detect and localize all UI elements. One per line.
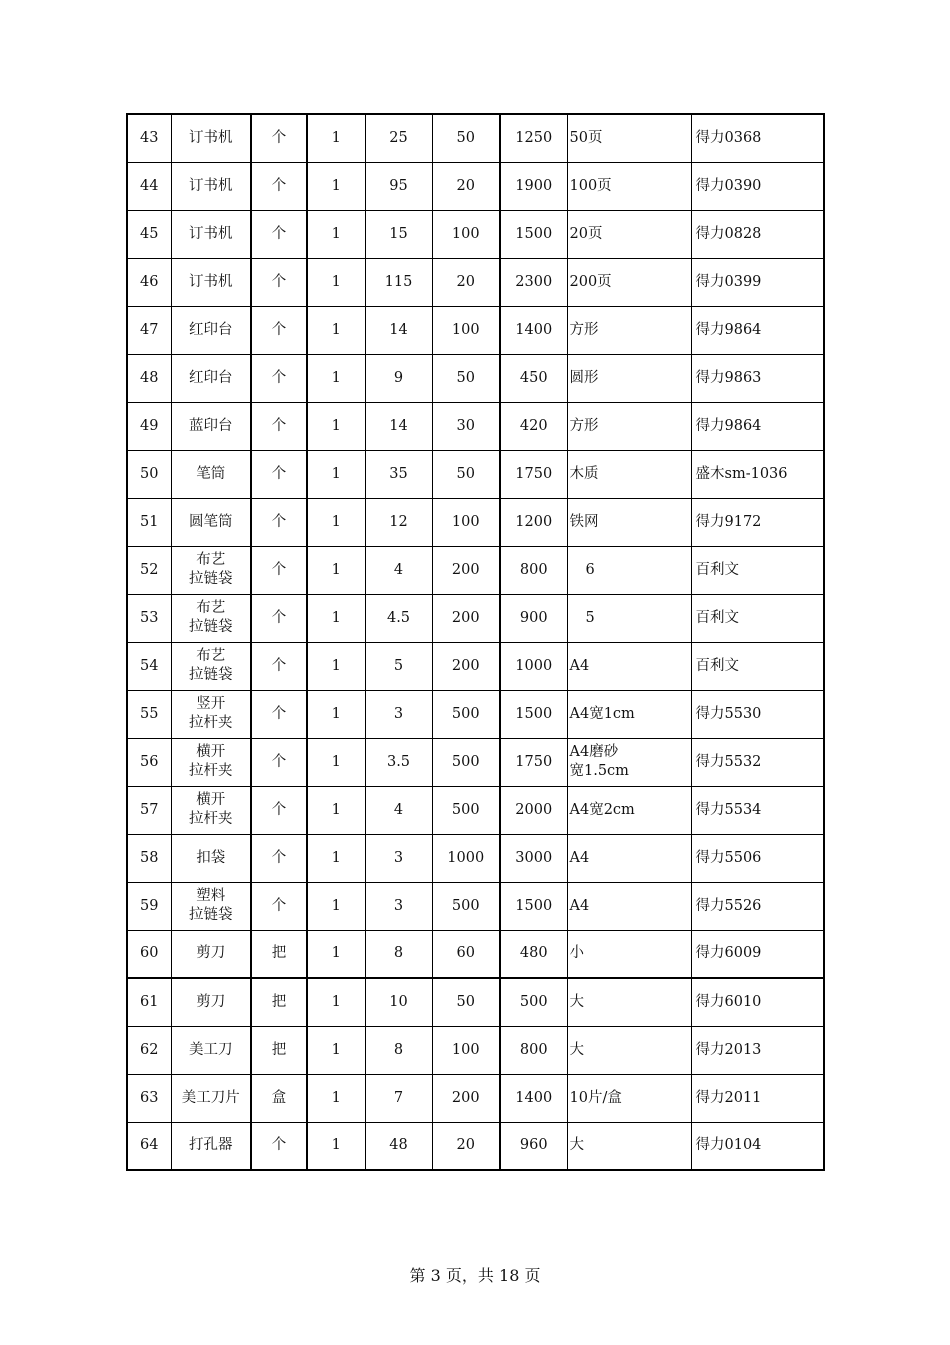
total-cell: 420 — [500, 402, 567, 450]
item-name-cell — [171, 306, 251, 354]
item-name-cell — [171, 498, 251, 546]
brand-cell: 得力0390 — [691, 162, 824, 210]
spec-line: 方形 — [569, 321, 599, 338]
spec-cell — [567, 882, 691, 930]
row-number-cell: 62 — [127, 1026, 171, 1074]
spec-cell — [567, 1026, 691, 1074]
quantity-cell: 1 — [307, 546, 365, 594]
item-name-cell — [171, 594, 251, 642]
quantity-cell: 1 — [307, 498, 365, 546]
total-cell: 2000 — [500, 786, 567, 834]
brand-cell: 得力2011 — [691, 1074, 824, 1122]
quantity-cell: 1 — [307, 306, 365, 354]
table-row — [127, 498, 824, 546]
unit-cell: 个 — [251, 1122, 307, 1170]
item-name-cell — [171, 210, 251, 258]
count-cell: 20 — [432, 258, 500, 306]
quantity-cell: 1 — [307, 210, 365, 258]
unit-price-cell: 10 — [365, 978, 432, 1026]
item-name-cell — [171, 690, 251, 738]
item-name-line: 打孔器 — [189, 1137, 233, 1154]
item-name-line: 横开 — [196, 744, 226, 760]
total-cell: 1500 — [500, 882, 567, 930]
quantity-cell: 1 — [307, 450, 365, 498]
table-row — [127, 594, 824, 642]
brand-cell: 得力0104 — [691, 1122, 824, 1170]
item-name-cell — [171, 786, 251, 834]
count-cell: 100 — [432, 1026, 500, 1074]
item-name-cell — [171, 114, 251, 162]
quantity-cell: 1 — [307, 258, 365, 306]
spec-line: 100页 — [569, 177, 612, 194]
item-name-cell — [171, 1074, 251, 1122]
quantity-cell: 1 — [307, 402, 365, 450]
total-cell: 3000 — [500, 834, 567, 882]
table-row — [127, 162, 824, 210]
spec-cell — [567, 738, 691, 786]
unit-price-cell: 14 — [365, 402, 432, 450]
table-row — [127, 738, 824, 786]
quantity-cell: 1 — [307, 594, 365, 642]
brand-cell: 得力0399 — [691, 258, 824, 306]
spec-line: 大 — [569, 993, 584, 1010]
unit-price-cell: 3.5 — [365, 738, 432, 786]
item-name-line: 红印台 — [189, 369, 233, 386]
total-cell: 800 — [500, 1026, 567, 1074]
unit-cell: 个 — [251, 834, 307, 882]
item-name-cell — [171, 642, 251, 690]
unit-cell: 把 — [251, 930, 307, 978]
total-cell: 1250 — [500, 114, 567, 162]
footer-total-pages: 18 — [499, 1266, 520, 1285]
table-row — [127, 114, 824, 162]
spec-line: 木质 — [569, 465, 599, 482]
item-name-cell — [171, 930, 251, 978]
brand-cell: 得力6009 — [691, 930, 824, 978]
spec-line: 大 — [569, 1137, 584, 1154]
item-name-line: 订书机 — [189, 225, 233, 242]
spec-cell — [567, 786, 691, 834]
quantity-cell: 1 — [307, 1074, 365, 1122]
item-name-line: 美工刀片 — [181, 1089, 240, 1106]
row-number-cell: 51 — [127, 498, 171, 546]
row-number-cell: 49 — [127, 402, 171, 450]
count-cell: 200 — [432, 546, 500, 594]
unit-price-cell: 35 — [365, 450, 432, 498]
unit-price-cell: 8 — [365, 930, 432, 978]
count-cell: 20 — [432, 1122, 500, 1170]
row-number-cell: 63 — [127, 1074, 171, 1122]
unit-cell: 个 — [251, 354, 307, 402]
spec-line: 6 — [585, 561, 595, 578]
spec-line: 圆形 — [569, 369, 599, 386]
row-number-cell: 45 — [127, 210, 171, 258]
total-cell: 1500 — [500, 210, 567, 258]
spec-line: 50页 — [569, 129, 603, 146]
spec-cell — [567, 162, 691, 210]
spec-cell — [567, 594, 691, 642]
item-name-line: 拉杆夹 — [189, 715, 233, 731]
total-cell: 900 — [500, 594, 567, 642]
item-name-line: 塑料 — [196, 888, 226, 904]
brand-cell: 得力5534 — [691, 786, 824, 834]
unit-cell: 个 — [251, 114, 307, 162]
unit-cell: 个 — [251, 306, 307, 354]
spec-line: A4宽1cm — [569, 705, 635, 722]
count-cell: 500 — [432, 738, 500, 786]
unit-price-cell: 4 — [365, 546, 432, 594]
unit-price-cell: 95 — [365, 162, 432, 210]
item-name-line: 横开 — [196, 792, 226, 808]
unit-price-cell: 14 — [365, 306, 432, 354]
unit-cell: 个 — [251, 738, 307, 786]
unit-cell: 个 — [251, 258, 307, 306]
total-cell: 1200 — [500, 498, 567, 546]
table-row — [127, 834, 824, 882]
quantity-cell: 1 — [307, 1122, 365, 1170]
unit-price-cell: 48 — [365, 1122, 432, 1170]
item-name-cell — [171, 546, 251, 594]
count-cell: 50 — [432, 354, 500, 402]
unit-cell: 个 — [251, 402, 307, 450]
table-row — [127, 354, 824, 402]
item-name-line: 笔筒 — [196, 465, 226, 482]
spec-cell — [567, 450, 691, 498]
row-number-cell: 48 — [127, 354, 171, 402]
total-cell: 1750 — [500, 738, 567, 786]
spec-line: A4 — [569, 849, 590, 866]
quantity-cell: 1 — [307, 786, 365, 834]
spec-cell — [567, 930, 691, 978]
brand-cell: 百利文 — [691, 642, 824, 690]
unit-price-cell: 25 — [365, 114, 432, 162]
brand-cell: 得力0368 — [691, 114, 824, 162]
footer-suffix: 页 — [524, 1266, 541, 1285]
count-cell: 500 — [432, 690, 500, 738]
unit-cell: 把 — [251, 1026, 307, 1074]
brand-cell: 百利文 — [691, 546, 824, 594]
brand-cell: 得力9863 — [691, 354, 824, 402]
unit-cell: 个 — [251, 546, 307, 594]
item-name-cell — [171, 354, 251, 402]
unit-cell: 个 — [251, 642, 307, 690]
spec-cell — [567, 306, 691, 354]
unit-cell: 个 — [251, 498, 307, 546]
row-number-cell: 61 — [127, 978, 171, 1026]
count-cell: 500 — [432, 882, 500, 930]
spec-line: 大 — [569, 1041, 584, 1058]
table-row — [127, 546, 824, 594]
spec-line: 宽1.5cm — [569, 763, 629, 779]
footer-page-number: 3 — [430, 1266, 441, 1285]
item-name-cell — [171, 402, 251, 450]
item-name-cell — [171, 162, 251, 210]
count-cell: 200 — [432, 594, 500, 642]
brand-cell: 得力5526 — [691, 882, 824, 930]
unit-cell: 个 — [251, 882, 307, 930]
count-cell: 200 — [432, 1074, 500, 1122]
table-row — [127, 210, 824, 258]
item-name-line: 拉杆夹 — [189, 811, 233, 827]
row-number-cell: 47 — [127, 306, 171, 354]
table-row — [127, 306, 824, 354]
row-number-cell: 64 — [127, 1122, 171, 1170]
quantity-cell: 1 — [307, 882, 365, 930]
spec-cell — [567, 1122, 691, 1170]
item-name-line: 拉链袋 — [189, 619, 233, 635]
table-row — [127, 450, 824, 498]
brand-cell: 得力5506 — [691, 834, 824, 882]
table-row — [127, 690, 824, 738]
brand-cell: 百利文 — [691, 594, 824, 642]
table-row — [127, 882, 824, 930]
item-name-line: 红印台 — [189, 321, 233, 338]
unit-cell: 个 — [251, 450, 307, 498]
unit-price-cell: 8 — [365, 1026, 432, 1074]
count-cell: 50 — [432, 114, 500, 162]
spec-line: A4磨砂 — [569, 744, 619, 760]
row-number-cell: 53 — [127, 594, 171, 642]
spec-cell — [567, 210, 691, 258]
spec-cell — [567, 498, 691, 546]
total-cell: 2300 — [500, 258, 567, 306]
total-cell: 1500 — [500, 690, 567, 738]
count-cell: 50 — [432, 978, 500, 1026]
total-cell: 1400 — [500, 306, 567, 354]
unit-cell: 个 — [251, 210, 307, 258]
unit-price-cell: 3 — [365, 834, 432, 882]
item-name-line: 美工刀 — [189, 1041, 233, 1058]
unit-price-cell: 4.5 — [365, 594, 432, 642]
unit-cell: 个 — [251, 690, 307, 738]
spec-cell — [567, 546, 691, 594]
item-name-line: 圆笔筒 — [189, 513, 233, 530]
item-name-cell — [171, 738, 251, 786]
quantity-cell: 1 — [307, 354, 365, 402]
table-row — [127, 786, 824, 834]
unit-price-cell: 7 — [365, 1074, 432, 1122]
table-row — [127, 1026, 824, 1074]
unit-price-cell: 3 — [365, 690, 432, 738]
count-cell: 50 — [432, 450, 500, 498]
unit-cell: 把 — [251, 978, 307, 1026]
count-cell: 200 — [432, 642, 500, 690]
item-name-line: 订书机 — [189, 129, 233, 146]
item-name-line: 拉链袋 — [189, 667, 233, 683]
item-name-line: 订书机 — [189, 177, 233, 194]
item-name-line: 剪刀 — [196, 993, 226, 1010]
total-cell: 500 — [500, 978, 567, 1026]
count-cell: 30 — [432, 402, 500, 450]
total-cell: 450 — [500, 354, 567, 402]
count-cell: 1000 — [432, 834, 500, 882]
item-name-line: 蓝印台 — [189, 417, 233, 434]
row-number-cell: 59 — [127, 882, 171, 930]
total-cell: 1750 — [500, 450, 567, 498]
row-number-cell: 57 — [127, 786, 171, 834]
row-number-cell: 58 — [127, 834, 171, 882]
brand-cell: 得力0828 — [691, 210, 824, 258]
row-number-cell: 54 — [127, 642, 171, 690]
spec-line: 20页 — [569, 225, 603, 242]
item-name-line: 拉杆夹 — [189, 763, 233, 779]
count-cell: 20 — [432, 162, 500, 210]
quantity-cell: 1 — [307, 930, 365, 978]
spec-cell — [567, 978, 691, 1026]
unit-price-cell: 12 — [365, 498, 432, 546]
brand-cell: 得力5530 — [691, 690, 824, 738]
total-cell: 800 — [500, 546, 567, 594]
table-row — [127, 930, 824, 978]
total-cell: 960 — [500, 1122, 567, 1170]
row-number-cell: 46 — [127, 258, 171, 306]
item-name-line: 拉链袋 — [189, 571, 233, 587]
spec-line: 铁网 — [569, 513, 599, 530]
footer-middle: 页，共 — [445, 1266, 494, 1285]
brand-cell: 得力9864 — [691, 402, 824, 450]
spec-line: 200页 — [569, 273, 612, 290]
spec-line: 10片/盒 — [569, 1089, 622, 1106]
brand-cell: 盛木sm-1036 — [691, 450, 824, 498]
item-name-cell — [171, 978, 251, 1026]
unit-price-cell: 115 — [365, 258, 432, 306]
table-row — [127, 1074, 824, 1122]
quantity-cell: 1 — [307, 1026, 365, 1074]
item-name-cell — [171, 882, 251, 930]
quantity-cell: 1 — [307, 738, 365, 786]
row-number-cell: 44 — [127, 162, 171, 210]
count-cell: 100 — [432, 306, 500, 354]
item-name-cell — [171, 1026, 251, 1074]
quantity-cell: 1 — [307, 978, 365, 1026]
spec-line: 小 — [569, 945, 584, 962]
item-name-line: 竖开 — [196, 696, 226, 712]
table-row — [127, 258, 824, 306]
spec-cell — [567, 690, 691, 738]
total-cell: 1900 — [500, 162, 567, 210]
item-name-cell — [171, 834, 251, 882]
count-cell: 100 — [432, 498, 500, 546]
unit-price-cell: 15 — [365, 210, 432, 258]
item-name-line: 拉链袋 — [189, 907, 233, 923]
unit-price-cell: 3 — [365, 882, 432, 930]
row-number-cell: 43 — [127, 114, 171, 162]
spec-cell — [567, 402, 691, 450]
page-footer — [0, 1263, 950, 1286]
brand-cell: 得力9864 — [691, 306, 824, 354]
spec-cell — [567, 114, 691, 162]
unit-price-cell: 4 — [365, 786, 432, 834]
spec-cell — [567, 642, 691, 690]
row-number-cell: 52 — [127, 546, 171, 594]
unit-cell: 个 — [251, 594, 307, 642]
quantity-cell: 1 — [307, 162, 365, 210]
brand-cell: 得力5532 — [691, 738, 824, 786]
item-name-line: 扣袋 — [196, 849, 226, 866]
quantity-cell: 1 — [307, 834, 365, 882]
total-cell: 480 — [500, 930, 567, 978]
item-name-line: 布艺 — [196, 600, 226, 616]
spec-line: A4 — [569, 657, 590, 674]
brand-cell: 得力9172 — [691, 498, 824, 546]
unit-cell: 个 — [251, 162, 307, 210]
quantity-cell: 1 — [307, 114, 365, 162]
spec-line: A4 — [569, 897, 590, 914]
spec-line: 方形 — [569, 417, 599, 434]
spec-cell — [567, 258, 691, 306]
count-cell: 60 — [432, 930, 500, 978]
quantity-cell: 1 — [307, 690, 365, 738]
count-cell: 100 — [432, 210, 500, 258]
spec-cell — [567, 354, 691, 402]
item-name-line: 订书机 — [189, 273, 233, 290]
spec-cell — [567, 834, 691, 882]
item-name-cell — [171, 450, 251, 498]
table-row — [127, 642, 824, 690]
item-name-cell — [171, 1122, 251, 1170]
table-row — [127, 402, 824, 450]
brand-cell: 得力2013 — [691, 1026, 824, 1074]
brand-cell: 得力6010 — [691, 978, 824, 1026]
row-number-cell: 60 — [127, 930, 171, 978]
count-cell: 500 — [432, 786, 500, 834]
total-cell: 1400 — [500, 1074, 567, 1122]
unit-cell: 盒 — [251, 1074, 307, 1122]
row-number-cell: 50 — [127, 450, 171, 498]
table-row — [127, 978, 824, 1026]
quantity-cell: 1 — [307, 642, 365, 690]
unit-cell: 个 — [251, 786, 307, 834]
spec-cell — [567, 1074, 691, 1122]
table-row — [127, 1122, 824, 1170]
total-cell: 1000 — [500, 642, 567, 690]
spec-line: A4宽2cm — [569, 801, 635, 818]
item-name-cell — [171, 258, 251, 306]
item-name-line: 剪刀 — [196, 945, 226, 962]
footer-prefix: 第 — [409, 1266, 426, 1285]
row-number-cell: 56 — [127, 738, 171, 786]
item-name-line: 布艺 — [196, 648, 226, 664]
item-name-line: 布艺 — [196, 552, 226, 568]
unit-price-cell: 9 — [365, 354, 432, 402]
item-table — [126, 113, 825, 1171]
unit-price-cell: 5 — [365, 642, 432, 690]
row-number-cell: 55 — [127, 690, 171, 738]
spec-line: 5 — [585, 609, 595, 626]
